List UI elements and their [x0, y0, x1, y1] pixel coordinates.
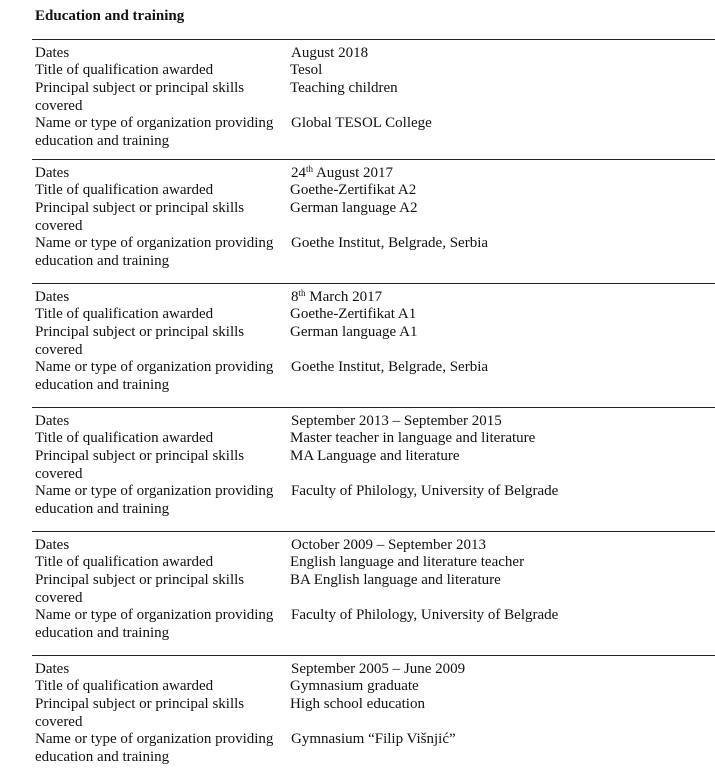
dates-label: Dates [35, 289, 70, 305]
qualification-label: Title of qualification awarded [35, 182, 214, 198]
qualification-label: Title of qualification awarded [35, 554, 214, 570]
dates-text: October 2009 – September 2013 [291, 537, 486, 553]
subject-label: Principal subject or principal skills covered [35, 324, 245, 358]
education-entry [32, 655, 715, 776]
education-entry [32, 283, 715, 404]
section-title: Education and training [35, 8, 185, 24]
organization-label: Name or type of organization providing education and training [35, 607, 274, 641]
subject-value: Teaching children [290, 80, 398, 96]
subject-value: MA Language and literature [290, 448, 460, 464]
dates-text-rest: August 2017 [313, 165, 394, 181]
qualification-value: Gymnasium graduate [290, 678, 419, 694]
dates-value [291, 536, 701, 554]
organization-label: Name or type of organization providing education and training [35, 115, 274, 149]
dates-value [291, 288, 701, 306]
subject-value: German language A2 [290, 200, 418, 216]
subject-label: Principal subject or principal skills covered [35, 572, 245, 606]
dates-value [291, 164, 701, 182]
dates-value [291, 44, 701, 62]
dates-ordinal: th [298, 288, 306, 298]
dates-ordinal: th [306, 164, 314, 174]
qualification-label: Title of qualification awarded [35, 62, 214, 78]
organization-label: Name or type of organization providing education and training [35, 731, 274, 765]
education-entry [32, 159, 715, 280]
subject-value: German language A1 [290, 324, 418, 340]
organization-value: Goethe Institut, Belgrade, Serbia [291, 359, 489, 375]
organization-value: Faculty of Philology, University of Belgrade [291, 483, 559, 499]
qualification-value: Goethe-Zertifikat A2 [290, 182, 417, 198]
qualification-value: Tesol [290, 62, 323, 78]
dates-value [291, 660, 701, 678]
qualification-label: Title of qualification awarded [35, 306, 214, 322]
dates-text: September 2013 – September 2015 [291, 413, 502, 429]
dates-label: Dates [35, 413, 70, 429]
education-entry [32, 531, 715, 652]
organization-label: Name or type of organization providing education and training [35, 235, 274, 269]
dates-text: 24 [291, 165, 306, 181]
qualification-label: Title of qualification awarded [35, 430, 214, 446]
subject-value: BA English language and literature [290, 572, 501, 588]
dates-label: Dates [35, 45, 70, 61]
subject-label: Principal subject or principal skills covered [35, 448, 245, 482]
qualification-value: English language and literature teacher [290, 554, 525, 570]
qualification-value: Goethe-Zertifikat A1 [290, 306, 417, 322]
organization-value: Gymnasium “Filip Višnjić” [291, 731, 456, 747]
organization-value: Global TESOL College [291, 115, 432, 131]
subject-label: Principal subject or principal skills covered [35, 696, 245, 730]
education-entry [32, 39, 715, 160]
organization-label: Name or type of organization providing education and training [35, 359, 274, 393]
education-entry [32, 407, 715, 528]
dates-label: Dates [35, 661, 70, 677]
dates-text: September 2005 – June 2009 [291, 661, 466, 677]
organization-value: Goethe Institut, Belgrade, Serbia [291, 235, 489, 251]
subject-value: High school education [290, 696, 425, 712]
organization-label: Name or type of organization providing education and training [35, 483, 274, 517]
dates-text: 8 [291, 289, 299, 305]
subject-label: Principal subject or principal skills covered [35, 80, 245, 114]
dates-text-rest: March 2017 [305, 289, 383, 305]
organization-value: Faculty of Philology, University of Belgrade [291, 607, 559, 623]
dates-text: August 2018 [291, 45, 369, 61]
qualification-label: Title of qualification awarded [35, 678, 214, 694]
subject-label: Principal subject or principal skills covered [35, 200, 245, 234]
dates-label: Dates [35, 537, 70, 553]
dates-value [291, 412, 701, 430]
qualification-value: Master teacher in language and literature [290, 430, 536, 446]
dates-label: Dates [35, 165, 70, 181]
